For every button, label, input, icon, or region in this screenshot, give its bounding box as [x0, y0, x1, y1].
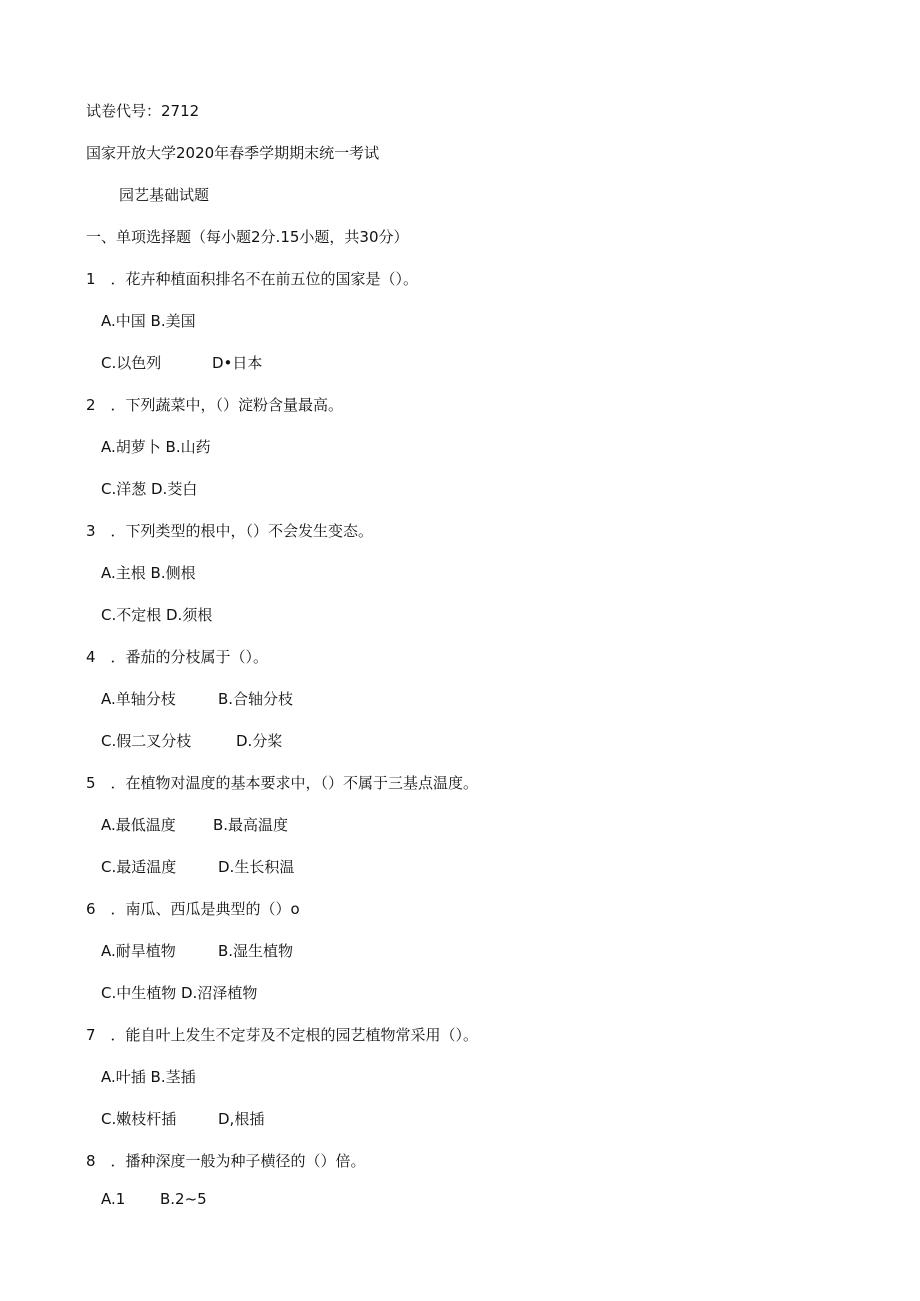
question-4-stem: 4 ．番茄的分枝属于（）。	[86, 648, 269, 666]
question-7-option-c: C.嫩枝杆插	[101, 1110, 177, 1128]
question-5-option-c: C.最适温度	[101, 858, 177, 876]
question-2-stem: 2 ．下列蔬菜中，（）淀粉含量最高。	[86, 396, 344, 414]
question-1-options-row1: A.中国 B.美国	[101, 312, 196, 330]
question-1-option-d: D•日本	[212, 354, 263, 372]
question-6-option-b: B.湿生植物	[218, 942, 294, 960]
exam-title: 国家开放大学2020年春季学期期末统一考试	[86, 144, 380, 162]
question-4-option-c: C.假二叉分枝	[101, 732, 192, 750]
question-5-stem: 5 ．在植物对温度的基本要求中，（）不属于三基点温度。	[86, 774, 479, 792]
question-1-stem: 1 ．花卉种植面积排名不在前五位的国家是（）。	[86, 270, 419, 288]
question-3-options-row1: A.主根 B.侧根	[101, 564, 196, 582]
question-8-stem: 8 ．播种深度一般为种子横径的（）倍。	[86, 1152, 366, 1170]
question-4-option-d: D.分桨	[236, 732, 283, 750]
question-2-options-row2: C.洋葱 D.茭白	[101, 480, 198, 498]
question-8-option-b: B.2~5	[160, 1190, 207, 1208]
section-heading: 一、单项选择题（每小题2分.15小题，共30分）	[86, 228, 409, 246]
question-4-option-a: A.单轴分枝	[101, 690, 176, 708]
question-3-options-row2: C.不定根 D.须根	[101, 606, 213, 624]
question-5-option-d: D.生长积温	[218, 858, 295, 876]
question-7-stem: 7 ．能自叶上发生不定芽及不定根的园艺植物常采用（）。	[86, 1026, 479, 1044]
question-1-option-c: C.以色列	[101, 354, 162, 372]
question-2-options-row1: A.胡萝卜 B.山药	[101, 438, 211, 456]
paper-code: 试卷代号：2712	[86, 102, 200, 120]
question-7-option-d: D,根插	[218, 1110, 265, 1128]
subject-title: 园艺基础试题	[119, 186, 210, 204]
question-5-option-a: A.最低温度	[101, 816, 176, 834]
question-6-options-row2: C.中生植物 D.沼泽植物	[101, 984, 258, 1002]
question-6-stem: 6 ．南瓜、西瓜是典型的（）o	[86, 900, 300, 918]
question-6-option-a: A.耐旱植物	[101, 942, 176, 960]
question-7-options-row1: A.叶插 B.茎插	[101, 1068, 196, 1086]
question-3-stem: 3 ．下列类型的根中，（）不会发生变态。	[86, 522, 374, 540]
question-4-option-b: B.合轴分枝	[218, 690, 294, 708]
question-5-option-b: B.最高温度	[213, 816, 289, 834]
question-8-option-a: A.1	[101, 1190, 126, 1208]
